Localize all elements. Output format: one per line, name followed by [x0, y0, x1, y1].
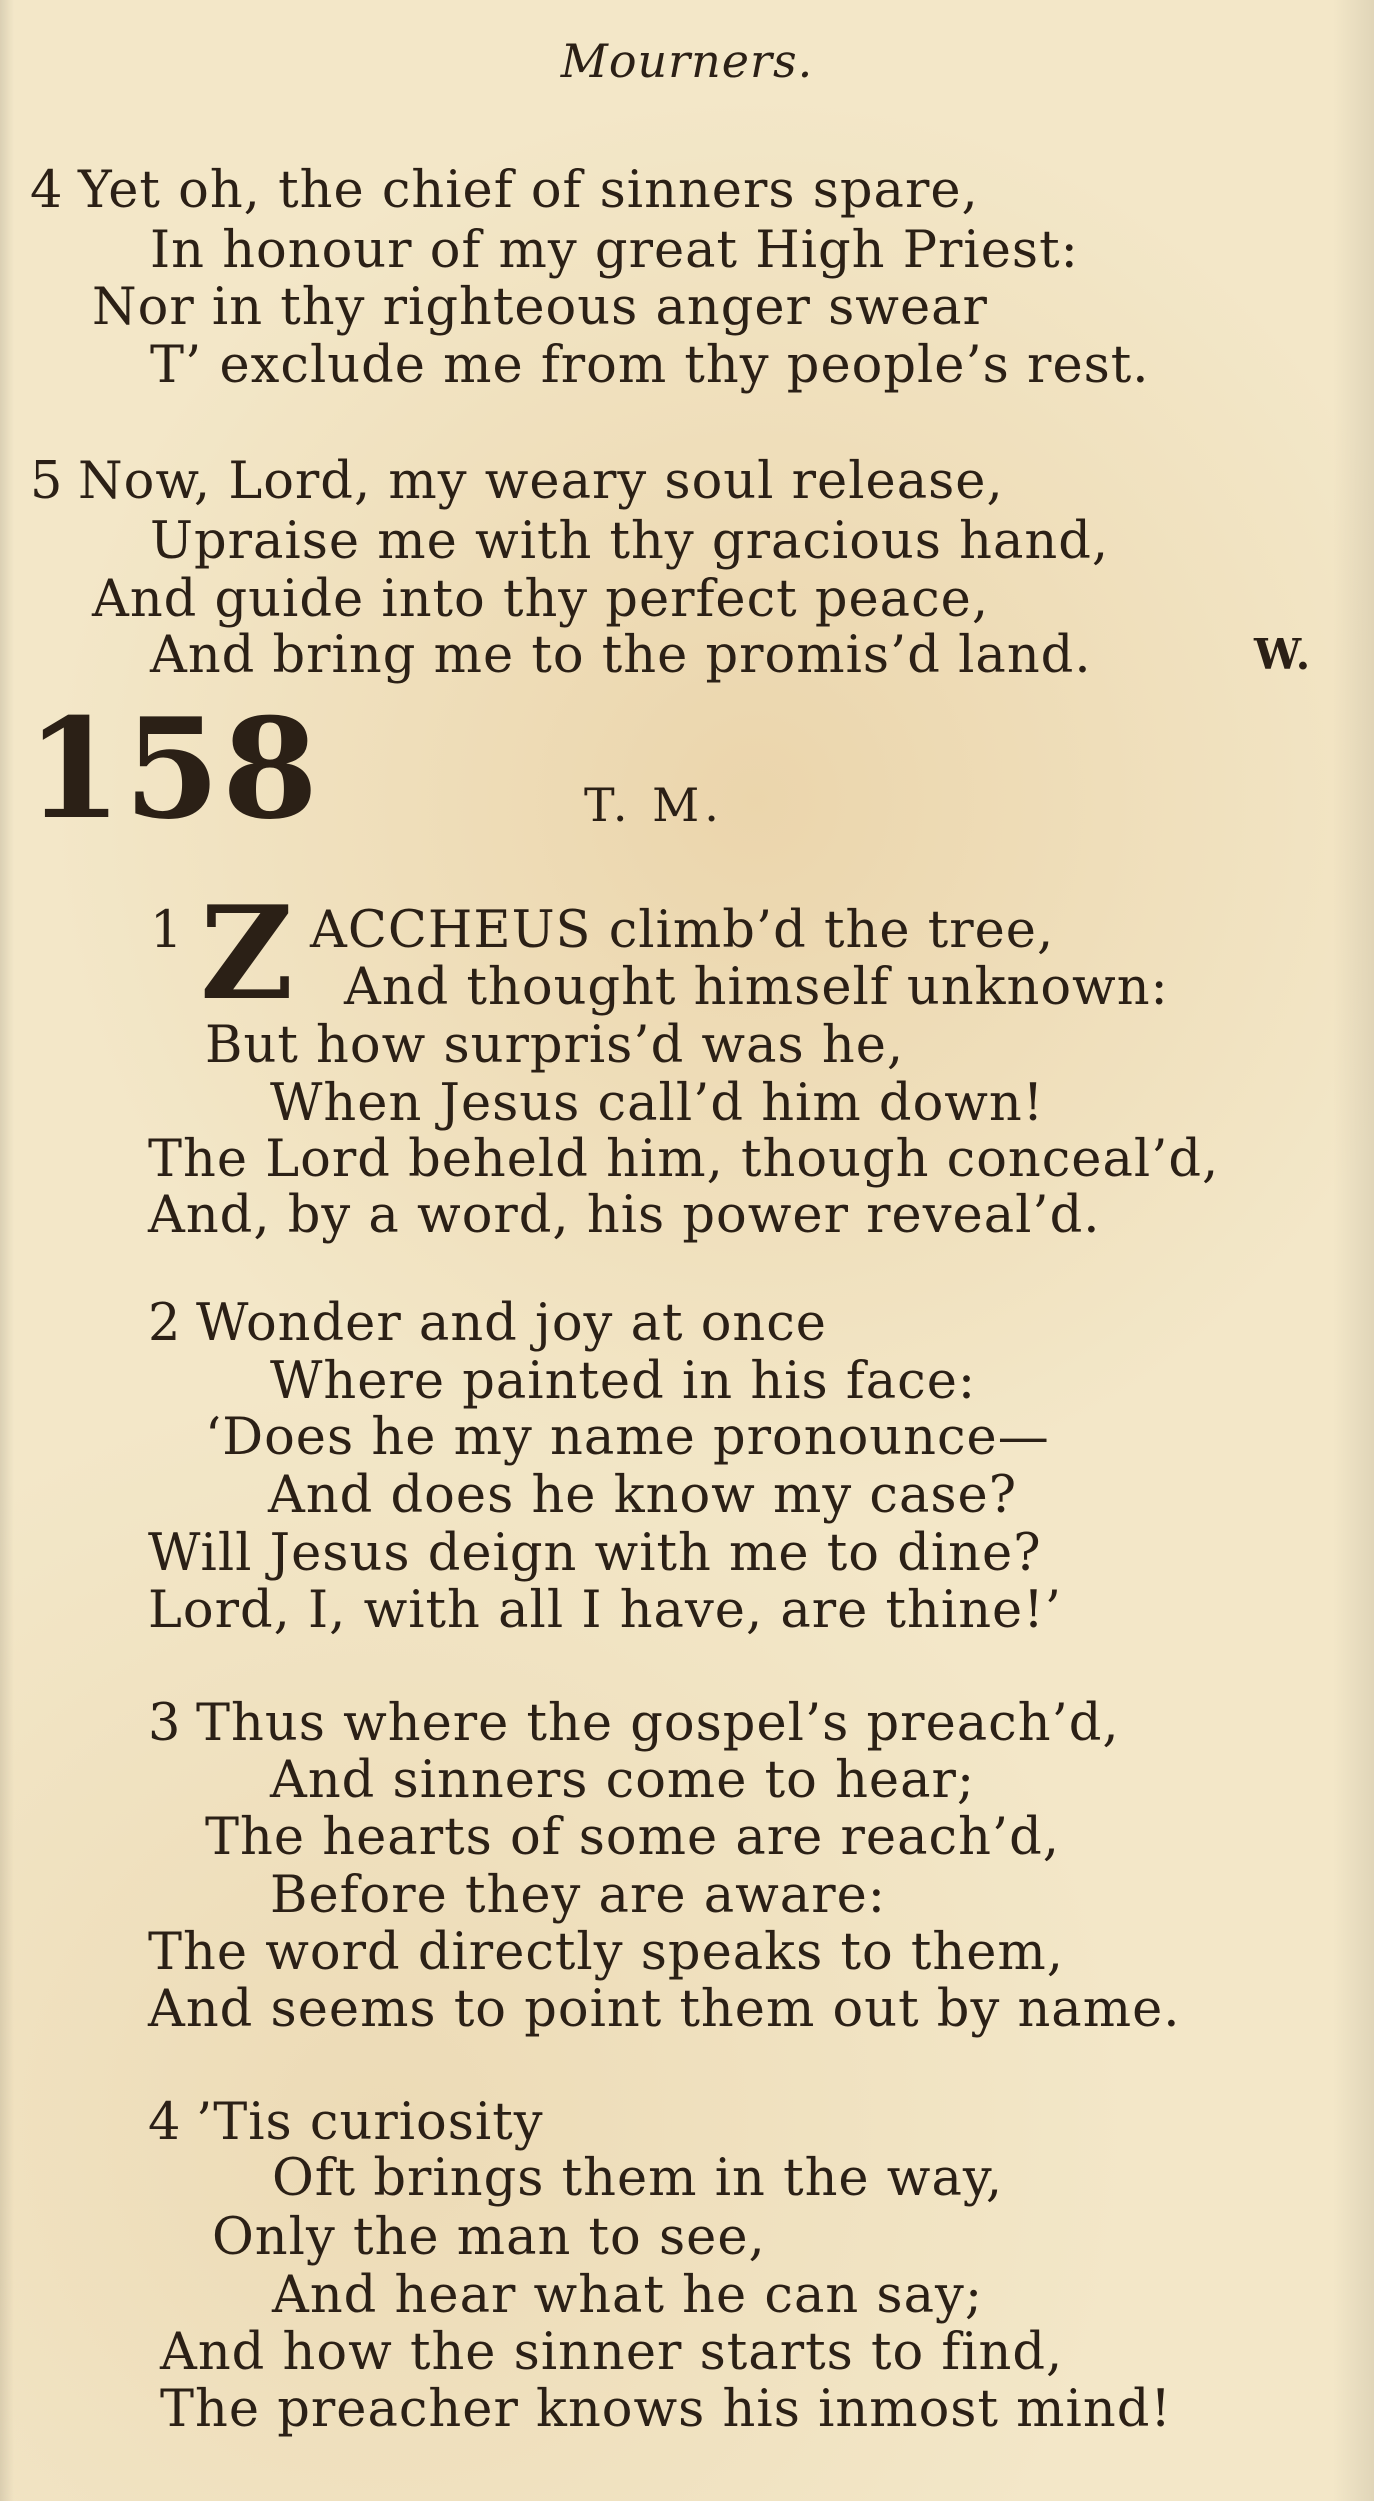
stanza-4-line-1 [30, 161, 979, 220]
stanza-1-line-1: ACCHEUS climb’d the tree, [310, 901, 1055, 960]
stanza-4-line-3: Nor in thy righteous anger swear [92, 278, 988, 337]
stanza-number: 2 [148, 1294, 182, 1353]
stanza-4-line-4: T’ exclude me from thy people’s rest. [150, 336, 1150, 395]
stanza-1-line-2: And thought himself unknown: [344, 958, 1169, 1017]
stanza-2-line-3: ‘Does he my name pronounce— [205, 1408, 1050, 1467]
stanza-number: 4 [148, 2093, 182, 2152]
stanza-1-number: 1 [150, 901, 184, 960]
stanza-4-line-6: The preacher knows his inmost mind! [160, 2380, 1172, 2439]
stanza-4-line-3: Only the man to see, [212, 2208, 766, 2267]
stanza-5-line-1 [30, 452, 1004, 511]
stanza-4-line-1 [148, 2093, 544, 2152]
stanza-number: 4 [30, 161, 64, 220]
verse-line: Yet oh, the chief of sinners spare, [78, 161, 979, 220]
verse-line: Now, Lord, my weary soul release, [78, 452, 1004, 511]
stanza-2-line-5: Will Jesus deign with me to dine? [148, 1524, 1042, 1583]
stanza-4-line-2: In honour of my great High Priest: [150, 221, 1079, 280]
stanza-5-line-3: And guide into thy perfect peace, [92, 570, 990, 629]
stanza-1-line-5: The Lord beheld him, though conceal’d, [148, 1130, 1220, 1189]
stanza-4-line-5: And how the sinner starts to find, [160, 2323, 1064, 2382]
drop-capital-initial: Z [200, 879, 294, 1029]
stanza-3-line-1 [148, 1694, 1120, 1753]
stanza-2-line-6: Lord, I, with all I have, are thine!’ [148, 1581, 1062, 1640]
verse-line: Thus where the gospel’s preach’d, [196, 1694, 1120, 1753]
stanza-5-line-4: And bring me to the promis’d land. [150, 626, 1092, 685]
stanza-number: 3 [148, 1694, 182, 1753]
verse-line: Wonder and joy at once [196, 1294, 827, 1353]
stanza-4-line-2: Oft brings them in the way, [272, 2149, 1004, 2208]
stanza-3-line-4: Before they are aware: [270, 1866, 886, 1925]
stanza-1-line-6: And, by a word, his power reveal’d. [148, 1186, 1101, 1245]
stanza-2-line-1 [148, 1294, 827, 1353]
stanza-5-line-2: Upraise me with thy gracious hand, [150, 512, 1110, 571]
stanza-3-line-3: The hearts of some are reach’d, [205, 1808, 1060, 1867]
stanza-3-line-6: And seems to point them out by name. [148, 1980, 1181, 2039]
stanza-3-line-5: The word directly speaks to them, [148, 1923, 1064, 1982]
author-initial: W. [1254, 630, 1312, 679]
stanza-number: 5 [30, 452, 64, 511]
stanza-1-line-3: But how surpris’d was he, [205, 1016, 905, 1075]
verse-line: ’Tis curiosity [196, 2093, 544, 2152]
hymn-number: 158 [26, 687, 321, 850]
stanza-2-line-4: And does he know my case? [268, 1466, 1018, 1525]
stanza-2-line-2: Where painted in his face: [270, 1352, 977, 1411]
hymn-meter: T. M. [584, 778, 724, 832]
stanza-4-line-4: And hear what he can say; [272, 2266, 984, 2325]
stanza-3-line-2: And sinners come to hear; [270, 1751, 976, 1810]
stanza-1-line-4: When Jesus call’d him down! [270, 1074, 1045, 1133]
running-head: Mourners. [560, 34, 814, 88]
